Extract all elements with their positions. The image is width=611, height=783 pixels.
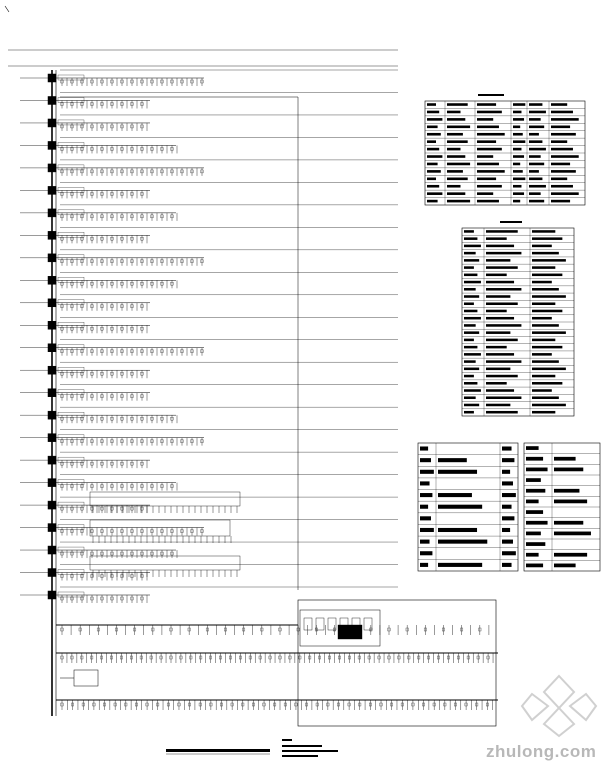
- table1-cell-text: [427, 178, 436, 181]
- table2-cell-text: [532, 396, 559, 399]
- table4-cell-text: [554, 457, 576, 461]
- table2-cell-text: [532, 274, 562, 277]
- table2-cell-text: [486, 375, 518, 378]
- table2-cell-text: [532, 266, 555, 269]
- distribution-box: [90, 492, 240, 506]
- table1-cell-text: [427, 118, 442, 121]
- table4-cell-text: [526, 457, 543, 461]
- table2-cell-text: [486, 310, 507, 313]
- table3-cell-text: [502, 528, 510, 532]
- floor-branch: [20, 475, 398, 491]
- table2-cell-text: [486, 288, 521, 291]
- distribution-box: [90, 556, 240, 570]
- table4-cell-text: [526, 468, 548, 472]
- table2-cell-text: [486, 295, 510, 298]
- table2-cell-text: [464, 382, 477, 385]
- table2-cell-text: [486, 317, 514, 320]
- table3-cell-text: [438, 563, 482, 567]
- table1-cell-text: [427, 126, 438, 129]
- table1-cell-text: [477, 185, 502, 188]
- legend-tables: [166, 94, 600, 757]
- table2-cell-text: [532, 237, 562, 240]
- table4-cell-text: [554, 532, 591, 536]
- table1-cell-text: [551, 163, 570, 166]
- table4-cell-text: [526, 510, 543, 514]
- floor-panel: [48, 501, 56, 509]
- table4-cell-text: [554, 500, 587, 504]
- table2: [462, 228, 574, 416]
- floor-branch: [20, 317, 398, 333]
- table4-cell-text: [526, 489, 545, 493]
- floor-branch: [20, 160, 398, 176]
- table1-cell-text: [447, 200, 470, 203]
- table2-cell-text: [464, 310, 477, 313]
- table3-cell-text: [420, 470, 434, 474]
- table2-cell-text: [464, 259, 479, 262]
- table1-cell-text: [427, 192, 442, 195]
- table1-cell-text: [513, 103, 525, 106]
- floor-branch: [20, 565, 398, 581]
- table2-cell-text: [486, 404, 510, 407]
- table3-cell-text: [420, 528, 434, 532]
- distribution-box: [90, 520, 230, 536]
- table2-cell-text: [532, 360, 559, 363]
- table1-cell-text: [447, 155, 465, 158]
- floor-branch: [20, 137, 398, 153]
- table2-title: [500, 221, 522, 223]
- table1: [425, 101, 585, 205]
- generator-box: [74, 670, 98, 686]
- table1-cell-text: [529, 118, 541, 121]
- floor-branch: [20, 250, 398, 266]
- table1-cell-text: [477, 178, 496, 181]
- floor-branch: [20, 227, 398, 243]
- table2-cell-text: [532, 281, 552, 284]
- table1-cell-text: [551, 148, 573, 151]
- table2-cell-text: [486, 331, 510, 334]
- table1-cell-text: [427, 170, 441, 173]
- table1-cell-text: [477, 170, 505, 173]
- table2-cell-text: [532, 317, 552, 320]
- table1-cell-text: [447, 178, 468, 181]
- table1-cell-text: [529, 200, 544, 203]
- table3-cell-text: [502, 563, 512, 567]
- table1-cell-text: [477, 155, 493, 158]
- floor-panel: [48, 344, 56, 352]
- table2-cell-text: [486, 281, 514, 284]
- table3-cell-text: [420, 505, 428, 509]
- table1-cell-text: [529, 163, 544, 166]
- table3-cell-text: [420, 446, 428, 450]
- table2-cell-text: [532, 245, 552, 248]
- table1-cell-text: [447, 170, 463, 173]
- table1-cell-text: [477, 140, 496, 143]
- table2-cell-text: [464, 230, 474, 233]
- table2-cell-text: [486, 411, 518, 414]
- table1-cell-text: [427, 103, 436, 106]
- table4-cell-text: [526, 553, 539, 557]
- table4: [524, 443, 600, 571]
- floor-branch: [20, 520, 398, 536]
- table1-cell-text: [513, 140, 525, 143]
- table2-cell-text: [532, 324, 559, 327]
- table1-cell-text: [513, 192, 524, 195]
- floor-branch: [20, 587, 398, 603]
- table2-cell-text: [532, 389, 552, 392]
- table3-cell-text: [420, 540, 430, 544]
- floor-panel: [48, 389, 56, 397]
- table2-cell-text: [464, 302, 474, 305]
- note-line: [282, 745, 322, 747]
- table1-cell-text: [477, 133, 505, 136]
- table2-cell-text: [532, 368, 566, 371]
- table1-cell-text: [551, 133, 576, 136]
- floor-branch: [20, 295, 398, 311]
- table1-cell-text: [551, 103, 567, 106]
- table1-cell-text: [447, 185, 461, 188]
- table1-cell-text: [513, 118, 524, 121]
- floor-panel: [48, 366, 56, 374]
- table1-cell-text: [427, 185, 439, 188]
- table2-cell-text: [464, 396, 476, 399]
- table2-cell-text: [486, 266, 518, 269]
- table1-cell-text: [447, 133, 463, 136]
- floor-branch: [20, 205, 398, 221]
- table4-cell-text: [526, 521, 548, 525]
- table2-cell-text: [464, 274, 477, 277]
- table1-cell-text: [529, 133, 539, 136]
- table1-cell-text: [529, 103, 542, 106]
- table1-cell-text: [513, 126, 520, 129]
- table1-cell-text: [427, 111, 439, 114]
- table4-cell-text: [554, 521, 583, 525]
- table1-cell-text: [513, 170, 523, 173]
- table4-cell-text: [526, 500, 539, 504]
- table2-cell-text: [464, 295, 479, 298]
- table1-cell-text: [427, 155, 442, 158]
- table1-cell-text: [551, 126, 570, 129]
- floor-branch: [20, 115, 398, 131]
- table2-cell-text: [532, 375, 555, 378]
- table2-cell-text: [486, 389, 514, 392]
- table4-cell-text: [554, 468, 583, 472]
- table1-cell-text: [513, 163, 520, 166]
- table1-cell-text: [529, 148, 546, 151]
- table3-cell-text: [502, 481, 513, 485]
- table2-cell-text: [532, 339, 555, 342]
- table3-cell-text: [502, 505, 512, 509]
- floor-panel: [48, 254, 56, 262]
- table1-cell-text: [551, 140, 567, 143]
- table3-cell-text: [420, 493, 432, 497]
- table1-cell-text: [551, 192, 579, 195]
- floor-branch: [20, 430, 398, 446]
- table2-cell-text: [532, 310, 562, 313]
- floor-panel: [48, 96, 56, 104]
- drawing-title-bar: [166, 749, 270, 752]
- table1-cell-text: [529, 170, 539, 173]
- table3-cell-text: [438, 528, 477, 532]
- table2-cell-text: [464, 317, 481, 320]
- floor-panel: [48, 411, 56, 419]
- corner-mark: [5, 6, 9, 12]
- floor-panel: [48, 231, 56, 239]
- table3-cell-text: [502, 516, 514, 520]
- table2-cell-text: [464, 353, 481, 356]
- table2-cell-text: [486, 396, 521, 399]
- table1-cell-text: [447, 118, 465, 121]
- table2-cell-text: [486, 230, 518, 233]
- table1-cell-text: [513, 133, 523, 136]
- floor-panel: [48, 434, 56, 442]
- floor-branch: [20, 385, 398, 401]
- table2-cell-text: [486, 245, 514, 248]
- table1-cell-text: [529, 140, 542, 143]
- table1-cell-text: [551, 118, 579, 121]
- floor-panel: [48, 479, 56, 487]
- table1-cell-text: [513, 111, 521, 114]
- table1-cell-text: [477, 192, 493, 195]
- table3-cell-text: [502, 493, 516, 497]
- table4-cell-text: [526, 542, 545, 546]
- table1-cell-text: [529, 192, 541, 195]
- table3-cell-text: [438, 458, 467, 462]
- table1-cell-text: [427, 133, 441, 136]
- table1-cell-text: [427, 163, 438, 166]
- table2-cell-text: [464, 245, 481, 248]
- table2-cell-text: [486, 346, 507, 349]
- table2-cell-text: [486, 339, 518, 342]
- table1-cell-text: [513, 200, 520, 203]
- table2-cell-text: [532, 230, 555, 233]
- table1-cell-text: [477, 103, 496, 106]
- floor-branch: [20, 542, 398, 558]
- riser-trunk: [52, 70, 298, 716]
- table2-cell-text: [486, 324, 521, 327]
- table2-cell-text: [464, 324, 476, 327]
- table2-cell-text: [532, 252, 559, 255]
- table2-cell-text: [464, 288, 476, 291]
- table4-cell-text: [554, 489, 579, 493]
- table2-cell-text: [486, 237, 507, 240]
- table2-cell-text: [464, 346, 477, 349]
- floor-branch: [20, 182, 398, 198]
- table2-cell-text: [532, 331, 566, 334]
- table3-cell-text: [502, 540, 513, 544]
- note-line: [282, 739, 292, 741]
- table2-cell-text: [532, 346, 562, 349]
- floor-panel: [48, 164, 56, 172]
- table2-cell-text: [532, 382, 562, 385]
- table3-cell-text: [502, 446, 512, 450]
- table3-cell-text: [502, 551, 516, 555]
- table1-cell-text: [477, 148, 502, 151]
- floor-panel: [48, 299, 56, 307]
- table1-cell-text: [447, 126, 470, 129]
- floor-panel: [48, 186, 56, 194]
- floor-panel: [48, 569, 56, 577]
- table2-cell-text: [532, 404, 566, 407]
- table1-cell-text: [551, 111, 573, 114]
- table2-cell-text: [464, 331, 479, 334]
- table2-cell-text: [464, 375, 474, 378]
- table2-cell-text: [464, 266, 474, 269]
- table3-cell-text: [502, 458, 514, 462]
- table3-cell-text: [420, 563, 428, 567]
- table1-cell-text: [447, 192, 465, 195]
- table2-cell-text: [532, 259, 566, 262]
- table2-cell-text: [486, 353, 514, 356]
- note-line: [282, 750, 338, 752]
- table4-cell-text: [526, 564, 543, 568]
- table4-cell-text: [554, 553, 587, 557]
- floor-panel: [48, 591, 56, 599]
- transformer-block: [338, 625, 362, 639]
- floor-panel: [48, 456, 56, 464]
- table1-cell-text: [551, 185, 573, 188]
- table3-cell-text: [438, 505, 482, 509]
- table4-cell-text: [526, 446, 539, 450]
- floor-panel: [48, 74, 56, 82]
- table2-cell-text: [464, 252, 476, 255]
- floor-panel: [48, 321, 56, 329]
- switchgear-cell: [304, 618, 312, 630]
- table1-cell-text: [477, 118, 493, 121]
- table4-cell-text: [554, 564, 576, 568]
- table3-cell-text: [420, 516, 431, 520]
- floor-panel: [48, 546, 56, 554]
- table2-cell-text: [464, 389, 481, 392]
- table2-cell-text: [532, 302, 555, 305]
- table1-cell-text: [513, 178, 525, 181]
- table2-cell-text: [486, 360, 521, 363]
- table2-cell-text: [486, 252, 521, 255]
- floor-branch: [20, 92, 398, 108]
- table2-cell-text: [464, 237, 477, 240]
- table2-cell-text: [464, 368, 479, 371]
- switchgear-cell: [328, 618, 336, 630]
- table1-cell-text: [477, 200, 499, 203]
- table2-cell-text: [532, 411, 555, 414]
- table2-cell-text: [486, 302, 518, 305]
- table3-cell-text: [438, 493, 472, 497]
- table1-cell-text: [551, 170, 576, 173]
- floor-branch: [20, 452, 398, 468]
- table4-cell-text: [526, 478, 541, 482]
- table1-cell-text: [513, 148, 521, 151]
- table1-cell-text: [427, 140, 436, 143]
- table2-cell-text: [486, 259, 510, 262]
- table1-cell-text: [551, 155, 579, 158]
- table1-cell-text: [447, 111, 461, 114]
- floor-branches: [20, 70, 398, 603]
- table1-cell-text: [427, 148, 439, 151]
- floor-branch: [20, 407, 398, 423]
- table1-cell-text: [529, 126, 544, 129]
- floor-branch: [20, 497, 398, 513]
- table3-cell-text: [420, 481, 430, 485]
- floor-panel: [48, 524, 56, 532]
- drawing-frame: [5, 6, 398, 66]
- table2-cell-text: [464, 281, 481, 284]
- table1-cell-text: [447, 148, 461, 151]
- table1-cell-text: [529, 111, 546, 114]
- table2-cell-text: [532, 295, 566, 298]
- table2-cell-text: [486, 274, 507, 277]
- table1-cell-text: [529, 155, 541, 158]
- watermark-logo-icon: [518, 670, 600, 740]
- table3-cell-text: [502, 470, 510, 474]
- table1-cell-text: [551, 200, 570, 203]
- table3-cell-text: [438, 470, 477, 474]
- table1-cell-text: [529, 185, 546, 188]
- table1-cell-text: [477, 111, 502, 114]
- table1-cell-text: [477, 163, 499, 166]
- floor-panel: [48, 209, 56, 217]
- basement-distribution: [56, 600, 498, 726]
- table3: [418, 443, 518, 571]
- table2-cell-text: [532, 353, 552, 356]
- table1-cell-text: [447, 140, 468, 143]
- watermark-text: zhulong.com: [486, 742, 597, 761]
- table1-cell-text: [447, 103, 468, 106]
- table2-cell-text: [464, 404, 479, 407]
- switchgear-cell: [316, 618, 324, 630]
- floor-panel: [48, 276, 56, 284]
- floor-branch: [20, 362, 398, 378]
- table1-cell-text: [529, 178, 542, 181]
- table1-cell-text: [513, 185, 521, 188]
- table3-cell-text: [438, 540, 487, 544]
- table3-cell-text: [420, 551, 432, 555]
- floor-branch: [20, 70, 398, 86]
- table1-cell-text: [551, 178, 567, 181]
- floor-branch: [20, 272, 398, 288]
- table1-cell-text: [513, 155, 524, 158]
- table4-cell-text: [526, 532, 541, 536]
- table1-title: [478, 94, 504, 96]
- table2-cell-text: [464, 411, 474, 414]
- table2-cell-text: [486, 382, 507, 385]
- table2-cell-text: [464, 360, 476, 363]
- table1-cell-text: [477, 126, 499, 129]
- floor-panel: [48, 119, 56, 127]
- table1-cell-text: [447, 163, 470, 166]
- floor-panel: [48, 141, 56, 149]
- table1-cell-text: [427, 200, 438, 203]
- note-line: [282, 755, 318, 757]
- table2-cell-text: [532, 288, 559, 291]
- table2-cell-text: [486, 368, 510, 371]
- table2-cell-text: [464, 339, 474, 342]
- floor-branch: [20, 340, 398, 356]
- table3-cell-text: [420, 458, 431, 462]
